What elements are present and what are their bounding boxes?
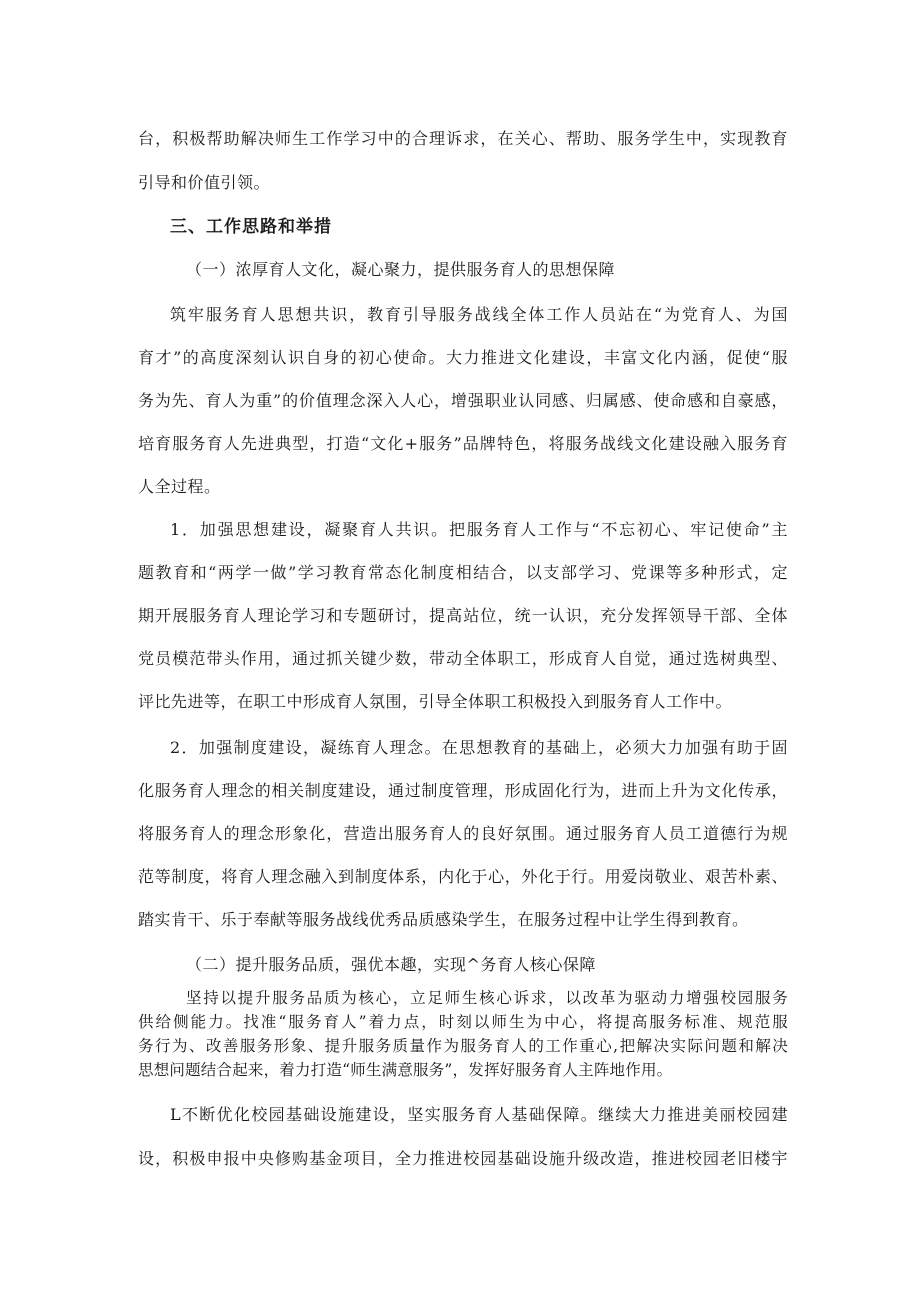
text-line: 引导和价值引领。	[138, 173, 271, 192]
text-line: 踏实肯干、乐于奉献等服务战线优秀品质感染学生，在服务过程中让学生得到教育。	[138, 910, 749, 929]
text-line: 坚持以提升服务品质为核心，立足师生核心诉求，以改革为驱动力增强校园服务	[186, 989, 788, 1007]
text-line: 1．加强思想建设，凝聚育人共识。把服务育人工作与“不忘初心、牢记使命”主	[170, 520, 788, 539]
text-line: 范等制度，将育人理念融入到制度体系，内化于心，外化于行。用爱岗敬业、艰苦朴素、	[138, 867, 788, 886]
subsection-heading: （二）提升服务品质，强优本趣，实现^务育人核心保障	[186, 955, 596, 974]
text-line: 将服务育人的理念形象化，营造出服务育人的良好氛围。通过服务育人员工道德行为规	[138, 824, 788, 843]
text-line: 党员模范带头作用，通过抓关键少数，带动全体职工，形成育人自觉，通过选树典型、	[138, 649, 788, 668]
text-line: 人全过程。	[138, 477, 221, 496]
text-line: L不断优化校园基础设施建设，坚实服务育人基础保障。继续大力推进美丽校园建	[170, 1105, 788, 1124]
text-line: 期开展服务育人理论学习和专题研讨，提高站位，统一认识，充分发挥领导干部、全体	[138, 606, 788, 625]
text-line: 2．加强制度建设，凝练育人理念。在思想教育的基础上，必须大力加强有助于固	[170, 738, 788, 757]
text-line: 设，积极申报中央修购基金项目，全力推进校园基础设施升级改造，推进校园老旧楼宇	[138, 1149, 788, 1168]
text-line: 化服务育人理念的相关制度建设，通过制度管理，形成固化行为，进而上升为文化传承，	[138, 781, 788, 800]
text-line: 评比先进等，在职工中形成育人氛围，引导全体职工积极投入到服务育人工作中。	[138, 692, 733, 711]
text-line: 培育服务育人先进典型，打造“文化+服务”品牌特色，将服务战线文化建设融入服务育	[138, 434, 788, 453]
text-line: 思想问题结合起来，着力打造“师生满意服务”，发挥好服务育人主阵地作用。	[138, 1061, 673, 1079]
text-line: 台，积极帮助解决师生工作学习中的合理诉求，在关心、帮助、服务学生中，实现教育	[138, 129, 788, 148]
section-heading: 三、工作思路和举措	[170, 217, 332, 237]
text-line: 供给侧能力。找准“服务育人”着力点，时刻以师生为中心，将提高服务标准、规范服	[138, 1013, 788, 1031]
text-line: 题教育和“两学一做”学习教育常态化制度相结合，以支部学习、党课等多种形式，定	[138, 563, 788, 582]
text-line: 育才”的高度深刻认识自身的初心使命。大力推进文化建设，丰富文化内涵，促使“服	[138, 348, 788, 367]
text-line: 务为先、育人为重”的价值理念深入人心，增强职业认同感、归属感、使命感和自豪感，	[138, 391, 788, 410]
subsection-heading: （一）浓厚育人文化，凝心聚力，提供服务育人的思想保障	[186, 260, 616, 279]
text-line: 筑牢服务育人思想共识，教育引导服务战线全体工作人员站在“为党育人、为国	[170, 305, 788, 324]
text-line: 务行为、改善服务形象、提升服务质量作为服务育人的工作重心,把解决实际问题和解决	[138, 1037, 788, 1055]
